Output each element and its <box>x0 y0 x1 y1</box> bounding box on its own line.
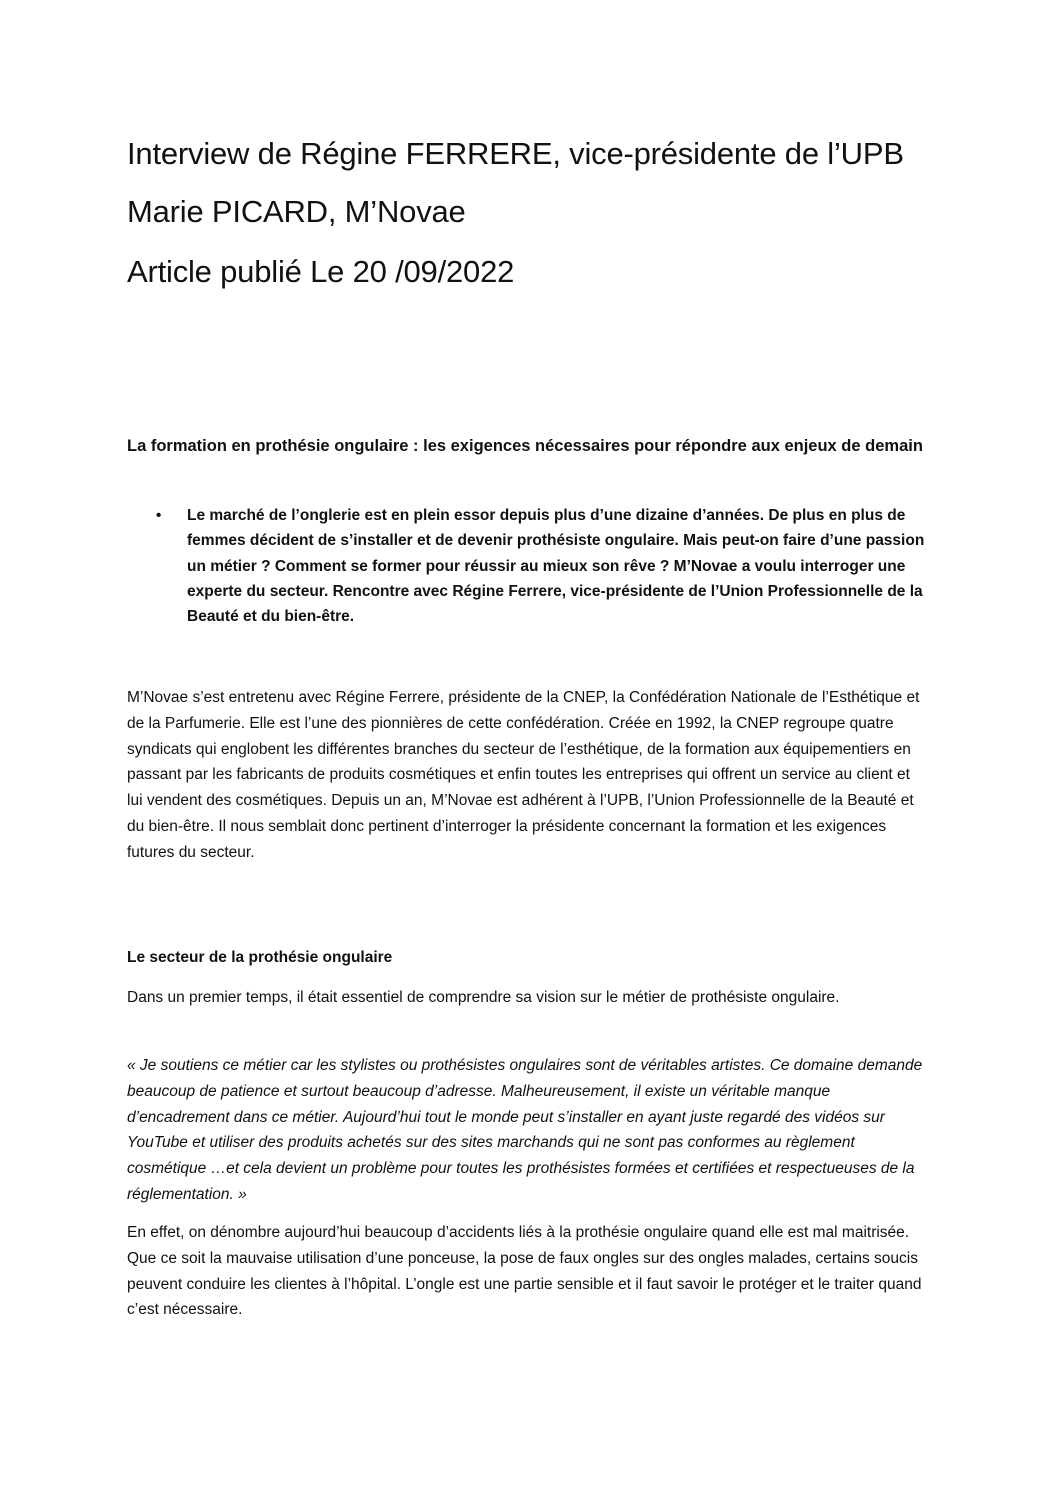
sector-quote: « Je soutiens ce métier car les stylistes ou prothésistes ongulaires sont de véritables artistes. Ce domaine demande beaucoup de patience et surtout beaucoup d’adresse. Malheureusement, il existe un véritable manque d’encadrement dans ce métier. Aujourd’hui tout le monde peut s’installer en ayant juste regardé des vidéos sur YouTube et utiliser des produits achetés sur des sites marchands qui ne sont pas conformes au règlement cosmétique …et cela devient un problème pour toutes les prothésistes formées et certifiées et respectueuses de la réglementation. » <box>127 1057 923 1203</box>
sector-title: Le secteur de la prothésie ongulaire <box>127 949 393 966</box>
header-date: Article publié Le 20 /09/2022 <box>127 254 515 289</box>
sector-paragraph-1: Dans un premier temps, il était essentiel de comprendre sa vision sur le métier de prothésiste ongulaire. <box>127 989 840 1006</box>
bullet-item <box>127 503 927 629</box>
bullet-list <box>127 503 927 629</box>
sector-paragraph-2: En effet, on dénombre aujourd’hui beaucoup d’accidents liés à la prothésie ongulaire quand elle est mal maitrisée. Que ce soit la mauvaise utilisation d’une ponceuse, la pose de faux ongles sur des ongles malades, certains soucis peuvent conduire les clientes à l’hôpital. L’ongle est une partie sensible et il faut savoir le protéger et le traiter quand c’est nécessaire. <box>127 1224 922 1319</box>
intro-paragraph: M’Novae s’est entretenu avec Régine Ferrere, présidente de la CNEP, la Confédération Nationale de l’Esthétique et de la Parfumerie. Elle est l’une des pionnières de cette confédération. Créée en 1992, la CNEP regroupe quatre syndicats qui englobent les différentes branches du secteur de l’esthétique, de la formation aux équipementiers en passant par les fabricants de produits cosmétiques et enfin toutes les entreprises qui offrent un service au client et lui vendent des cosmétiques. Depuis un an, M’Novae est adhérent à l’UPB, l’Union Professionnelle de la Beauté et du bien-être. Il nous semblait donc pertinent d’interroger la présidente concernant la formation et les exigences futures du secteur. <box>127 689 920 861</box>
bullet-text: Le marché de l’onglerie est en plein essor depuis plus d’une dizaine d’années. De plus en plus de femmes décident de s’installer et de devenir prothésiste ongulaire. Mais peut-on faire d’une passion un métier ? Comment se former pour réussir au mieux son rêve ? M’Novae a voulu interroger une experte du secteur. Rencontre avec Régine Ferrere, vice-présidente de l’Union Professionnelle de la Beauté et du bien-être. <box>187 507 925 626</box>
bullet-dot-icon: • <box>156 507 162 524</box>
header-author: Marie PICARD, M’Novae <box>127 194 466 229</box>
header-title: Interview de Régine FERRERE, vice-présidente de l’UPB <box>127 136 904 171</box>
section-title: La formation en prothésie ongulaire : les exigences nécessaires pour répondre aux enjeux de demain <box>127 437 923 455</box>
